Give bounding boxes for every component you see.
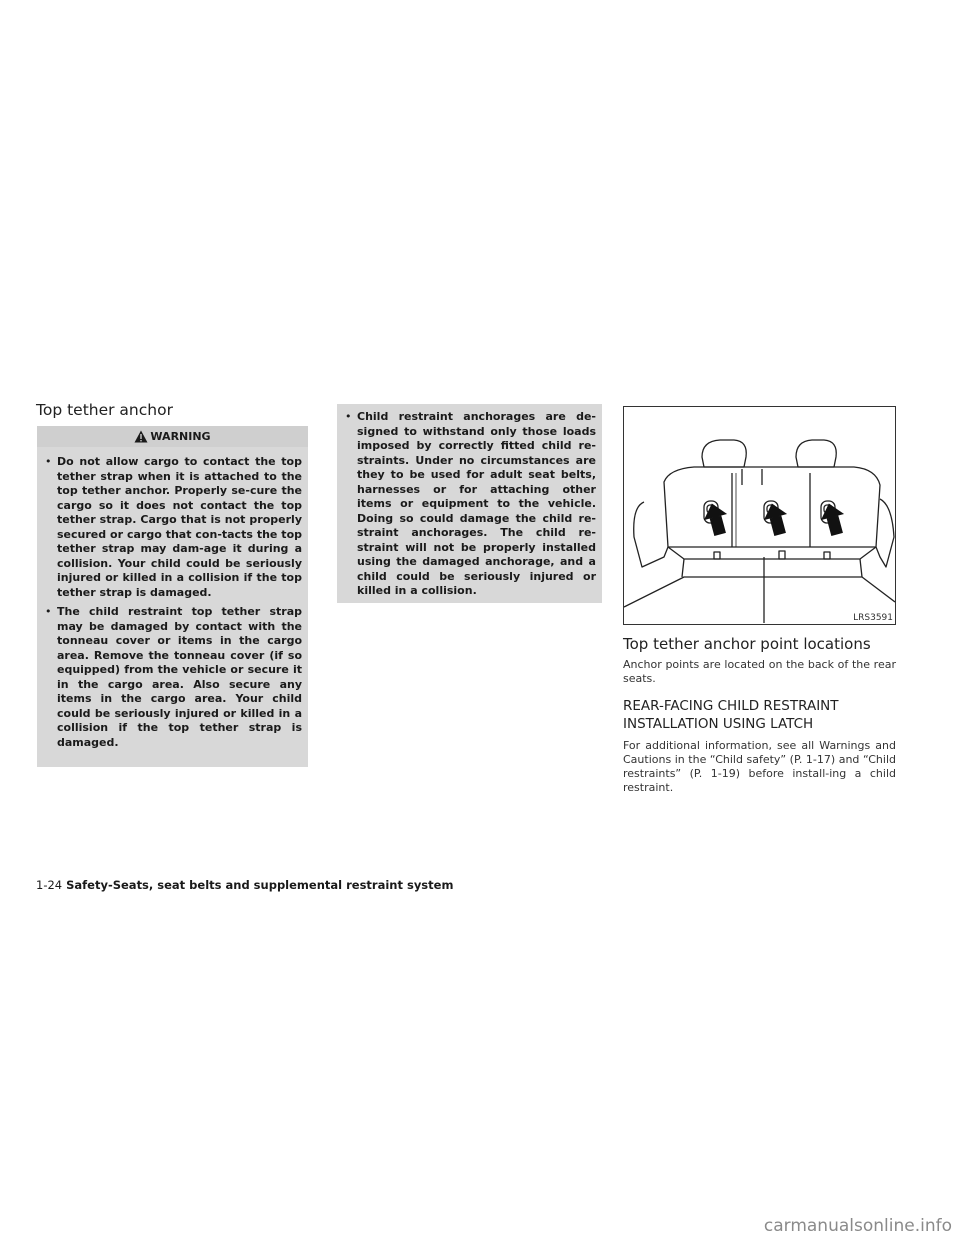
anchor-figure (623, 406, 896, 625)
page-footer (36, 878, 453, 892)
page-number: 1-24 (36, 878, 63, 892)
watermark: carmanualsonline.info (763, 1216, 952, 1236)
warning-triangle-icon (134, 430, 148, 443)
footer-title: Safety-Seats, seat belts and supplemental restraint system (66, 878, 454, 892)
figure-label: LRS3591 (853, 613, 893, 623)
warning-bullet: • The child restraint top tether strap may be damaged by contact with the tonneau cover or items in the cargo area. Remove the tonneau cover (if so equipped) from the vehicle or secure it in the cargo area. Also secure any items in the cargo area. Your child could be seriously injured or killed in a collision if the top tether strap is damaged. (45, 605, 302, 750)
figure-caption: Top tether anchor point locations (623, 635, 871, 653)
warning-bullet: • Child restraint anchorages are de-signed to withstand only those loads imposed by correctly fitted child re-straints. Under no circumstances are they to be used for adult seat belts, harnesses or for attaching other items or equipment to the vehicle. Doing so could damage the child re-straint anchorages. The child re-straint will not be properly installed using the damaged anchorage, and a child could be seriously injured or killed in a collision. (345, 410, 596, 599)
warning-label: WARNING (150, 430, 211, 443)
rear-seat-illustration (624, 407, 895, 624)
subsection-title-line2: INSTALLATION USING LATCH (623, 716, 814, 732)
subsection-title (623, 697, 903, 733)
figure-description: Anchor points are located on the back of the rear seats. (623, 658, 896, 685)
subsection-text: For additional information, see all Warnings and Cautions in the “Child safety” (P. 1-17) and “Child restraints” (P. 1-19) before install-ing a child restraint. (623, 739, 896, 794)
warning-box-continued (337, 404, 602, 603)
section-title: Top tether anchor (36, 401, 173, 419)
subsection-title-line1: REAR-FACING CHILD RESTRAINT (623, 698, 839, 714)
warning-bullet: • Do not allow cargo to contact the top tether strap when it is attached to the top tether anchor. Properly se-cure the cargo so it does not contact the top tether strap. Cargo that is not properly secured or cargo that con-tacts the top tether strap may dam-age it during a collision. Your child could be seriously injured or killed in a collision if the top tether strap is damaged. (45, 455, 302, 600)
warning-header (37, 426, 308, 447)
warning-box (37, 426, 308, 767)
